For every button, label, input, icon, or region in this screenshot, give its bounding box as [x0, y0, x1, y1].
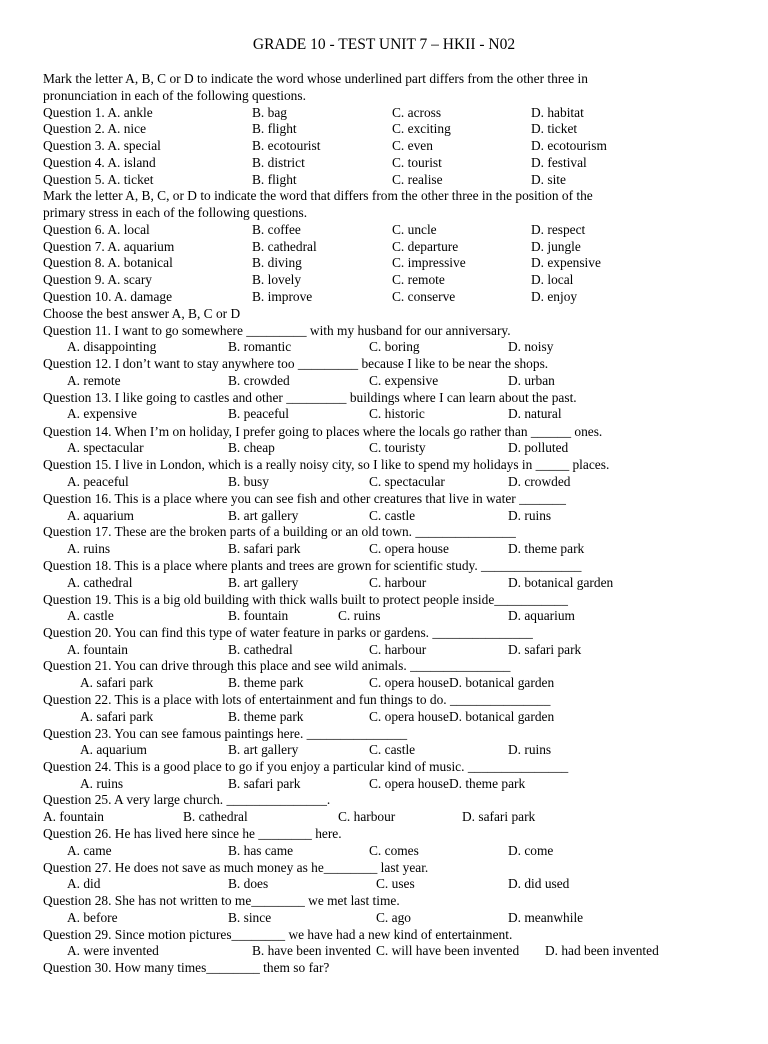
option-d: D. polluted [508, 440, 569, 455]
option-d: D. urban [508, 373, 555, 388]
options-row [0, 406, 768, 423]
option-c: C. historic [369, 406, 425, 421]
question-stem: Question 25. A very large church. _______________. [43, 792, 331, 807]
question-row [0, 121, 768, 138]
option-b: B. bag [252, 105, 287, 120]
option-d: D. crowded [508, 474, 571, 489]
question-stem: Question 20. You can find this type of water feature in parks or gardens. _______________ [43, 625, 533, 640]
option-d: D. enjoy [531, 289, 578, 304]
option-d: D. botanical garden [508, 575, 614, 590]
option-a: A. fountain [43, 809, 104, 824]
option-a: Question 6. A. local [43, 222, 150, 237]
question-stem: Question 16. This is a place where you can see fish and other creatures that live in water _______ [43, 491, 566, 506]
question-stem: Question 23. You can see famous paintings here. _______________ [43, 726, 408, 741]
options-row [0, 910, 768, 927]
option-b: B. theme park [228, 675, 304, 690]
question-stem: Question 28. She has not written to me________ we met last time. [43, 893, 400, 908]
options-row [0, 709, 768, 726]
option-b: B. lovely [252, 272, 302, 287]
option-b: B. crowded [228, 373, 290, 388]
option-b: B. flight [252, 121, 297, 136]
option-c: C. ruins [338, 608, 381, 623]
question-row [0, 138, 768, 155]
options-row [0, 608, 768, 625]
option-c: C. castle [369, 742, 416, 757]
option-d: D. local [531, 272, 574, 287]
option-a: A. ruins [80, 776, 124, 791]
option-b: B. diving [252, 255, 302, 270]
option-a: A. did [67, 876, 101, 891]
option-b: B. cheap [228, 440, 275, 455]
options-row [0, 440, 768, 457]
option-c: C. impressive [392, 255, 466, 270]
option-c: C. exciting [392, 121, 451, 136]
option-c: C. spectacular [369, 474, 445, 489]
option-a: A. remote [67, 373, 121, 388]
option-b: B. romantic [228, 339, 292, 354]
option-a: A. cathedral [67, 575, 133, 590]
question-row [0, 289, 768, 306]
option-c: C. uses [376, 876, 415, 891]
option-d: D. come [508, 843, 554, 858]
option-d: D. ecotourism [531, 138, 607, 153]
option-b: B. coffee [252, 222, 301, 237]
option-a: A. expensive [67, 406, 137, 421]
option-c: C. comes [369, 843, 419, 858]
option-a: Question 10. A. damage [43, 289, 173, 304]
option-d: D. aquarium [508, 608, 575, 623]
option-a: A. fountain [67, 642, 128, 657]
option-d: D. ruins [508, 742, 552, 757]
option-a: Question 4. A. island [43, 155, 156, 170]
option-c: C. conserve [392, 289, 456, 304]
question-row [0, 222, 768, 239]
option-a: A. before [67, 910, 118, 925]
option-a: Question 7. A. aquarium [43, 239, 175, 254]
option-c: C. castle [369, 508, 416, 523]
option-c: C. boring [369, 339, 420, 354]
option-c: C. uncle [392, 222, 437, 237]
option-c: C. harbour [369, 575, 427, 590]
option-d: D. site [531, 172, 566, 187]
option-b: B. fountain [228, 608, 289, 623]
option-d: D. ticket [531, 121, 578, 136]
option-a: A. castle [67, 608, 114, 623]
options-row [0, 541, 768, 558]
question-stem: Question 14. When I’m on holiday, I prefer going to places where the locals go rather than ______ ones. [43, 424, 603, 439]
question-stem: Question 13. I like going to castles and other _________ buildings where I can learn about the past. [43, 390, 577, 405]
option-d: D. meanwhile [508, 910, 584, 925]
option-a: A. safari park [80, 675, 154, 690]
option-b: B. have been invented [252, 943, 371, 958]
options-row [0, 809, 768, 826]
option-b: B. art gallery [228, 575, 299, 590]
question-row [0, 155, 768, 172]
option-c: C. harbour [338, 809, 396, 824]
question-stem: Question 17. These are the broken parts of a building or an old town. _______________ [43, 524, 516, 539]
option-c: C. will have been invented [376, 943, 520, 958]
question-stem: Question 22. This is a place with lots of entertainment and fun things to do. _______________ [43, 692, 551, 707]
option-a: A. aquarium [80, 742, 147, 757]
option-b: B. ecotourist [252, 138, 321, 153]
option-b: B. theme park [228, 709, 304, 724]
question-stem: Question 29. Since motion pictures________ we have had a new kind of entertainment. [43, 927, 513, 942]
instruction-line: primary stress in each of the following questions. [43, 205, 308, 220]
option-d: D. festival [531, 155, 587, 170]
option-a: A. peaceful [67, 474, 129, 489]
option-d: D. respect [531, 222, 586, 237]
options-row [0, 776, 768, 793]
question-stem: Question 18. This is a place where plants and trees are grown for scientific study. _______________ [43, 558, 582, 573]
option-b: B. busy [228, 474, 269, 489]
option-b: B. has came [228, 843, 294, 858]
option-b: B. safari park [228, 541, 301, 556]
option-b: B. safari park [228, 776, 301, 791]
option-c: C. tourist [392, 155, 442, 170]
option-b: B. improve [252, 289, 313, 304]
option-c: C. touristy [369, 440, 426, 455]
option-a: A. ruins [67, 541, 111, 556]
option-b: B. does [228, 876, 269, 891]
option-b: B. flight [252, 172, 297, 187]
option-c: C. realise [392, 172, 443, 187]
options-row [0, 508, 768, 525]
page-title: GRADE 10 - TEST UNIT 7 – HKII - N02 [252, 36, 516, 53]
option-d: D. safari park [462, 809, 536, 824]
instruction-line: Mark the letter A, B, C or D to indicate the word whose underlined part differs from the other three in [43, 71, 588, 86]
question-stem: Question 21. You can drive through this place and see wild animals. _______________ [43, 658, 511, 673]
options-row [0, 339, 768, 356]
options-row [0, 575, 768, 592]
option-a: Question 8. A. botanical [43, 255, 173, 270]
option-a: Question 9. A. scary [43, 272, 152, 287]
option-cd: C. opera houseD. botanical garden [369, 675, 555, 690]
option-c: C. departure [392, 239, 459, 254]
option-a: Question 2. A. nice [43, 121, 147, 136]
question-row [0, 239, 768, 256]
options-row [0, 843, 768, 860]
option-d: D. safari park [508, 642, 582, 657]
option-c: C. expensive [369, 373, 439, 388]
option-a: A. disappointing [67, 339, 157, 354]
question-stem: Question 26. He has lived here since he ________ here. [43, 826, 342, 841]
options-row [0, 876, 768, 893]
option-a: A. spectacular [67, 440, 144, 455]
option-a: Question 5. A. ticket [43, 172, 154, 187]
instruction-line: pronunciation in each of the following questions. [43, 88, 306, 103]
option-cd: C. opera houseD. theme park [369, 776, 526, 791]
option-d: D. theme park [508, 541, 585, 556]
instruction-line: Choose the best answer A, B, C or D [43, 306, 241, 321]
options-row [0, 675, 768, 692]
option-a: A. aquarium [67, 508, 134, 523]
option-a: Question 3. A. special [43, 138, 161, 153]
option-b: B. cathedral [228, 642, 293, 657]
option-a: Question 1. A. ankle [43, 105, 153, 120]
option-d: D. habitat [531, 105, 584, 120]
option-b: B. cathedral [183, 809, 248, 824]
question-stem: Question 19. This is a big old building with thick walls built to protect people inside___________ [43, 592, 568, 607]
option-c: C. across [392, 105, 442, 120]
question-row [0, 172, 768, 189]
option-b: B. art gallery [228, 508, 299, 523]
option-a: A. were invented [67, 943, 159, 958]
option-d: D. jungle [531, 239, 581, 254]
options-row [0, 742, 768, 759]
option-d: D. expensive [531, 255, 601, 270]
question-stem: Question 27. He does not save as much money as he________ last year. [43, 860, 429, 875]
option-d: D. had been invented [545, 943, 659, 958]
option-d: D. noisy [508, 339, 554, 354]
option-b: B. cathedral [252, 239, 317, 254]
option-d: D. ruins [508, 508, 552, 523]
question-row [0, 255, 768, 272]
question-stem: Question 12. I don’t want to stay anywhere too _________ because I like to be near the shops. [43, 356, 549, 371]
option-c: C. harbour [369, 642, 427, 657]
question-stem: Question 24. This is a good place to go if you enjoy a particular kind of music. _______________ [43, 759, 569, 774]
option-c: C. remote [392, 272, 445, 287]
options-row [0, 943, 768, 960]
option-c: C. opera house [369, 541, 449, 556]
option-a: A. safari park [80, 709, 154, 724]
question-stem: Question 15. I live in London, which is a really noisy city, so I like to spend my holidays in _____ places. [43, 457, 610, 472]
question-row [0, 105, 768, 122]
option-c: C. ago [376, 910, 411, 925]
options-row [0, 474, 768, 491]
option-b: B. art gallery [228, 742, 299, 757]
option-d: D. natural [508, 406, 562, 421]
question-stem: Question 11. I want to go somewhere _________ with my husband for our anniversary. [43, 323, 511, 338]
option-b: B. peaceful [228, 406, 289, 421]
option-cd: C. opera houseD. botanical garden [369, 709, 555, 724]
option-a: A. came [67, 843, 112, 858]
options-row [0, 642, 768, 659]
option-b: B. district [252, 155, 305, 170]
option-c: C. even [392, 138, 433, 153]
option-d: D. did used [508, 876, 570, 891]
question-stem: Question 30. How many times________ them so far? [43, 960, 330, 975]
question-row [0, 272, 768, 289]
options-row [0, 373, 768, 390]
option-b: B. since [228, 910, 272, 925]
instruction-line: Mark the letter A, B, C, or D to indicate the word that differs from the other three in the position of the [43, 188, 593, 203]
